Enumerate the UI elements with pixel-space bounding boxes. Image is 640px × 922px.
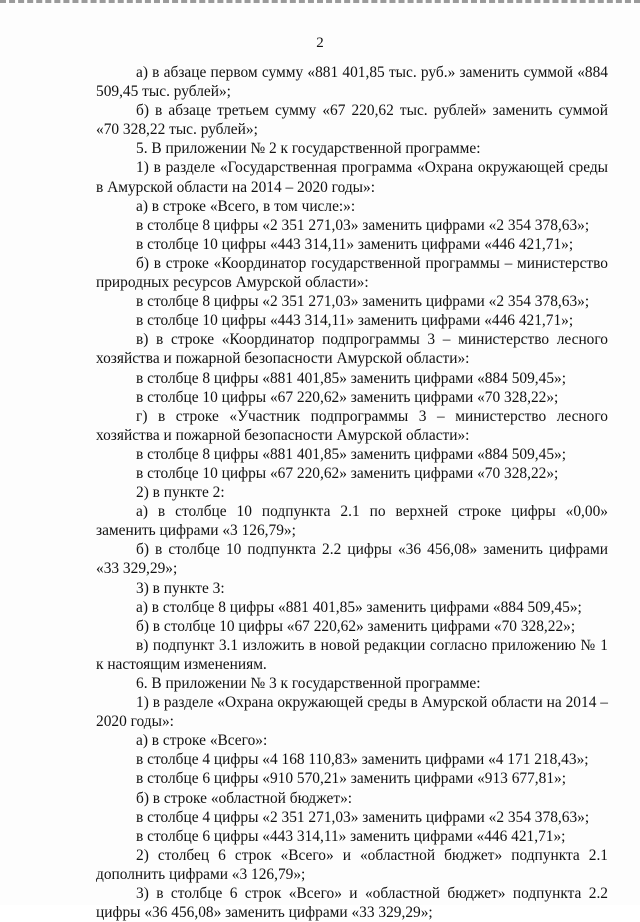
- paragraph: 6. В приложении № 3 к государственной программе:: [136, 675, 481, 692]
- paragraph: в) в строке «Координатор подпрограммы 3 – министерство лесного хозяйства и пожарной безопасности Амурской области»:: [96, 331, 608, 368]
- paragraph: 3) в пункте 3:: [136, 579, 225, 597]
- paragraph: в столбце 8 цифры «2 351 271,03» заменить цифрами «2 354 378,63»;: [136, 216, 590, 234]
- paragraph: 5. В приложении № 2 к государственной программе:: [136, 140, 481, 158]
- paragraph: б) в строке «Координатор государственной программы – министерство природных ресурсов Амурской области»:: [96, 254, 608, 292]
- paragraph: в) подпункт 3.1 изложить в новой редакции согласно приложению № 1 к настоящим изменениям.: [96, 636, 608, 673]
- paragraph: 1) в разделе «Охрана окружающей среды в Амурской области на 2014 – 2020 годы»:: [96, 694, 608, 731]
- paragraph: в столбце 10 цифры «443 314,11» заменить цифрами «446 421,71»;: [136, 312, 574, 330]
- paragraph: 3) в столбце 6 строк «Всего» и «областной бюджет» подпункта 2.2 цифры «36 456,08» заменить цифрами «33 329,29»;: [96, 885, 608, 922]
- paragraph: в столбце 10 цифры «443 314,11» заменить цифрами «446 421,71»;: [136, 235, 574, 253]
- paragraph: а) в абзаце первом сумму «881 401,85 тыс. руб.» заменить суммой «884 509,45 тыс. рублей»;: [96, 64, 608, 101]
- paragraph: в столбце 4 цифры «4 168 110,83» заменить цифрами «4 171 218,43»;: [136, 751, 589, 769]
- paragraph: г) в строке «Участник подпрограммы 3 – министерство лесного хозяйства и пожарной безопасности Амурской области»:: [96, 407, 608, 444]
- paragraph: а) в строке «Всего, в том числе:»:: [136, 197, 356, 215]
- paragraph: в столбце 4 цифры «2 351 271,03» заменить цифрами «2 354 378,63»;: [136, 808, 590, 826]
- document-body: [96, 63, 608, 922]
- paragraph: 2) столбец 6 строк «Всего» и «областной бюджет» подпункта 2.1 дополнить цифрами «3 126,79»;: [96, 846, 608, 883]
- paragraph: в столбце 6 цифры «910 570,21» заменить цифрами «913 677,81»;: [136, 770, 567, 788]
- paragraph: а) в столбце 10 подпункта 2.1 по верхней строке цифры «0,00» заменить цифрами «3 126,79»;: [96, 503, 608, 540]
- paragraph: а) в столбце 8 цифры «881 401,85» заменить цифрами «884 509,45»;: [136, 598, 582, 616]
- paragraph: в столбце 10 цифры «67 220,62» заменить цифрами «70 328,22»;: [136, 464, 559, 482]
- paragraph: б) в столбце 10 цифры «67 220,62» заменить цифрами «70 328,22»;: [136, 617, 576, 635]
- paragraph: в столбце 8 цифры «2 351 271,03» заменить цифрами «2 354 378,63»;: [136, 293, 590, 311]
- paragraph: 1) в разделе «Государственная программа «Охрана окружающей среды в Амурской области на 2014 – 2020 годы»:: [96, 159, 608, 196]
- paragraph: а) в строке «Всего»:: [136, 732, 268, 750]
- paragraph: 2) в пункте 2:: [136, 484, 225, 502]
- paragraph: б) в абзаце третьем сумму «67 220,62 тыс. рублей» заменить суммой «70 328,22 тыс. рублей»;: [96, 102, 608, 139]
- paragraph: в столбце 8 цифры «881 401,85» заменить цифрами «884 509,45»;: [136, 445, 567, 463]
- paragraph: в столбце 6 цифры «443 314,11» заменить цифрами «446 421,71»;: [136, 827, 566, 845]
- paragraph: б) в строке «областной бюджет»:: [136, 789, 353, 807]
- paragraph: в столбце 10 цифры «67 220,62» заменить цифрами «70 328,22»;: [136, 388, 559, 406]
- paragraph: б) в столбце 10 подпункта 2.2 цифры «36 456,08» заменить цифрами «33 329,29»;: [96, 541, 608, 578]
- paragraph: в столбце 8 цифры «881 401,85» заменить цифрами «884 509,45»;: [136, 369, 567, 387]
- page-number: 2: [316, 35, 324, 51]
